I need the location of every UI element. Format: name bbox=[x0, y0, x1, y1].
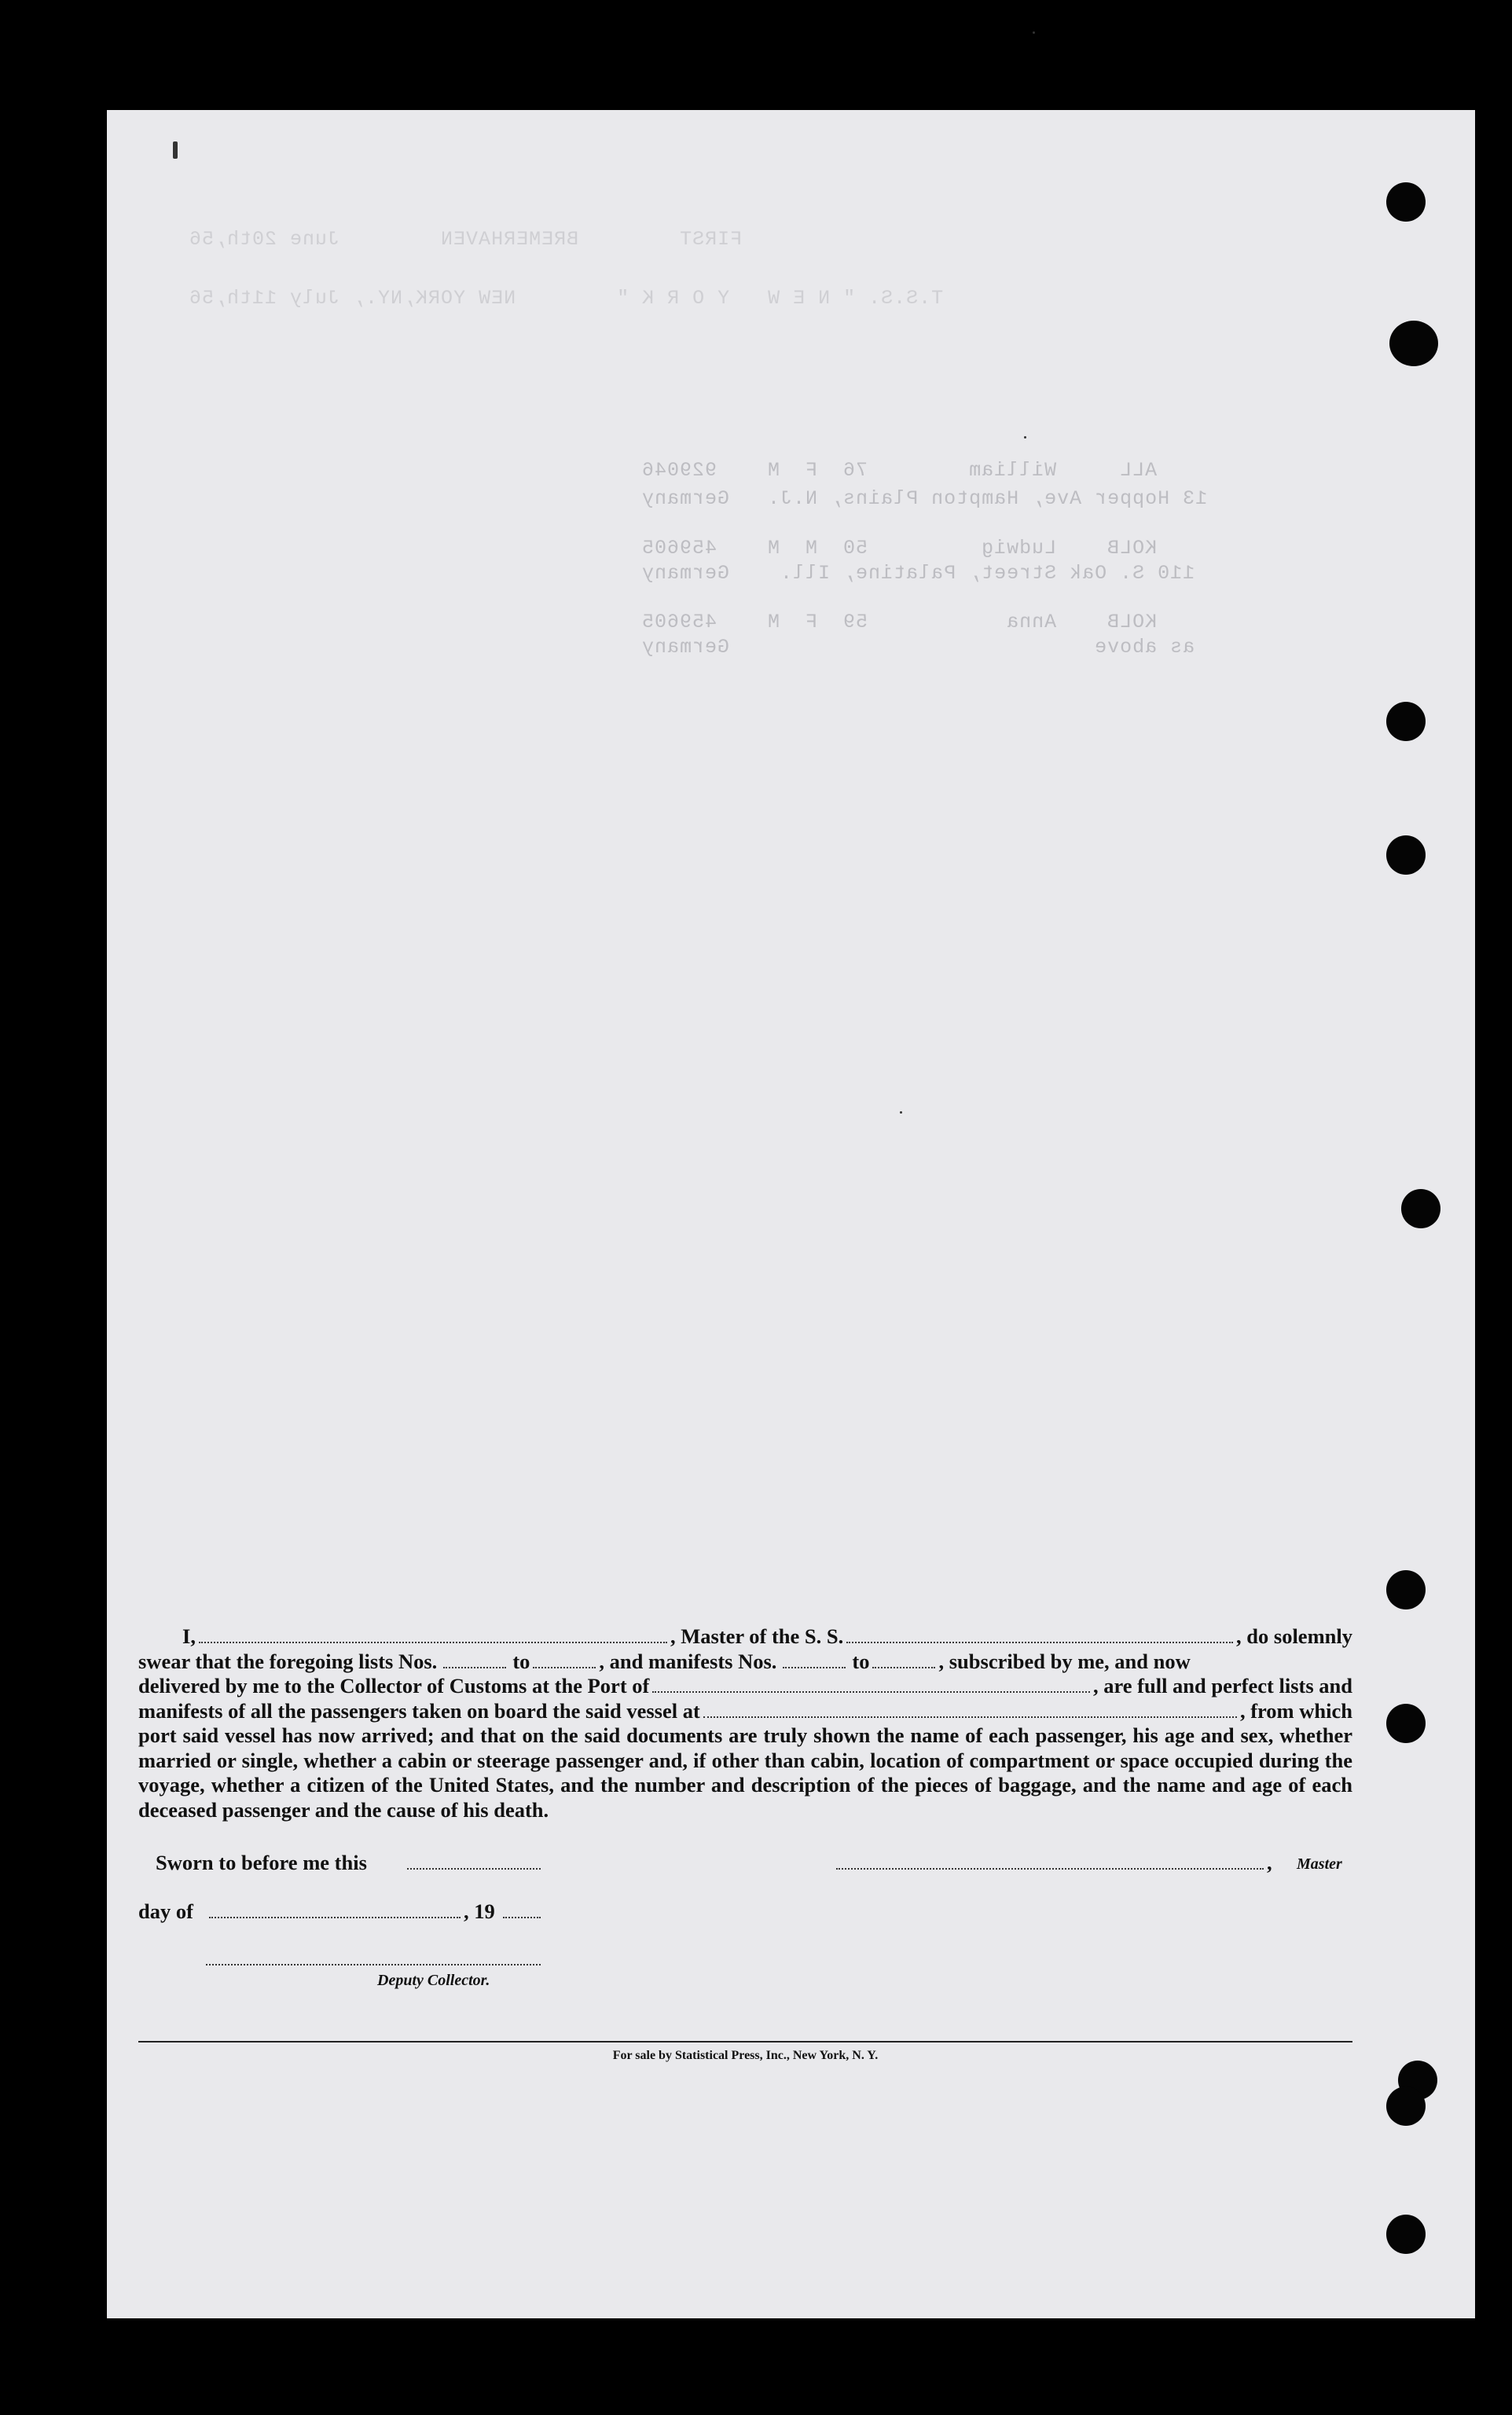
port-blank[interactable] bbox=[652, 1675, 1090, 1693]
oath-to-1: to bbox=[512, 1649, 530, 1673]
bleed-through-record-2b: 110 S. Oak Street, Palatine, Ill. Germany bbox=[641, 562, 1195, 585]
oath-solemnly: , do solemnly bbox=[1236, 1624, 1352, 1648]
binder-hole bbox=[1386, 1570, 1426, 1609]
deputy-collector-label: Deputy Collector. bbox=[377, 1972, 490, 1989]
binder-hole bbox=[1389, 321, 1438, 366]
bleed-through-voyage: FIRST BREMERHAVEN June 20th,56 bbox=[189, 228, 743, 251]
oath-vessel-at: manifests of all the passengers taken on board the said vessel at bbox=[138, 1698, 700, 1723]
deputy-signature-blank[interactable] bbox=[206, 1962, 541, 1965]
binder-hole bbox=[1386, 702, 1426, 741]
day-of-label: day of bbox=[138, 1899, 193, 1923]
binder-hole bbox=[1386, 835, 1426, 875]
year-label: , 19 bbox=[464, 1899, 495, 1923]
oath-from-which: , from which bbox=[1239, 1698, 1352, 1723]
oath-line-1 bbox=[138, 1624, 1352, 1650]
oath-master-of: , Master of the S. S. bbox=[670, 1624, 844, 1648]
ship-name-blank[interactable] bbox=[846, 1626, 1233, 1643]
list-to-blank[interactable] bbox=[533, 1651, 596, 1668]
bleed-through-record-3b: as above Germany bbox=[641, 636, 1195, 659]
bleed-through-record-3a: KOLB Anna 59 F M 459605 bbox=[641, 611, 1158, 633]
paper-speck bbox=[173, 141, 178, 159]
binder-hole bbox=[1401, 1189, 1440, 1228]
year-blank[interactable] bbox=[503, 1915, 541, 1918]
oath-to-2: to bbox=[852, 1649, 870, 1673]
manifest-page bbox=[107, 110, 1475, 2318]
sworn-label: Sworn to before me this bbox=[156, 1851, 367, 1874]
paper-speck bbox=[900, 1111, 902, 1114]
master-name-blank[interactable] bbox=[199, 1626, 667, 1643]
printer-credit: For sale by Statistical Press, Inc., New York, N. Y. bbox=[612, 2049, 879, 2062]
oath-i: I, bbox=[182, 1624, 196, 1648]
manifest-to-blank[interactable] bbox=[872, 1651, 935, 1668]
oath-line-3 bbox=[138, 1674, 1352, 1699]
manifest-from-blank[interactable] bbox=[783, 1651, 846, 1668]
oath-paragraph bbox=[138, 1624, 1352, 1822]
oath-port-of: delivered by me to the Collector of Customs at the Port of bbox=[138, 1674, 650, 1697]
oath-lists-nos: swear that the foregoing lists Nos. bbox=[138, 1649, 438, 1673]
day-of-blank[interactable] bbox=[209, 1915, 461, 1918]
oath-subscribed: , subscribed by me, and now bbox=[938, 1649, 1191, 1673]
oath-line-2 bbox=[138, 1650, 1352, 1675]
master-label: Master bbox=[1297, 1855, 1342, 1873]
bleed-through-ship: T.S.S. " N E W Y O R K " NEW YORK,NY., July 11th,56 bbox=[189, 287, 944, 310]
paper-speck bbox=[1033, 31, 1035, 34]
oath-manifests-nos: , and manifests Nos. bbox=[599, 1649, 777, 1673]
master-comma: , bbox=[1267, 1851, 1272, 1874]
list-from-blank[interactable] bbox=[443, 1651, 506, 1668]
oath-full-perfect: , are full and perfect lists and bbox=[1092, 1674, 1352, 1697]
oath-line-4 bbox=[138, 1699, 1352, 1724]
master-signature-blank[interactable] bbox=[836, 1866, 1264, 1870]
departure-port-blank[interactable] bbox=[703, 1701, 1237, 1718]
sworn-date-blank[interactable] bbox=[407, 1866, 541, 1870]
oath-body: port said vessel has now arrived; and that on the said documents are truly shown the name of each passenger, his age and sex, whether married or single, whether a cabin or steerage passenger and, if other than cabin, location of compartment or space occupied during the voyage, whether a citizen of the United States, and the number and description of the pieces of baggage, and the name and age of each deceased passenger and the cause of his death. bbox=[138, 1723, 1352, 1822]
footer-rule bbox=[138, 2041, 1352, 2042]
binder-hole bbox=[1386, 2215, 1426, 2254]
binder-hole bbox=[1386, 2087, 1426, 2126]
paper-speck bbox=[1024, 436, 1026, 439]
binder-hole bbox=[1386, 182, 1426, 222]
bleed-through-record-1a: ALL William 76 F M 929046 bbox=[641, 459, 1158, 482]
bleed-through-record-2a: KOLB Ludwig 50 M M 459605 bbox=[641, 537, 1158, 560]
binder-hole bbox=[1386, 1704, 1426, 1743]
bleed-through-record-1b: 13 Hopper Ave, Hampton Plains, N.J. Germany bbox=[641, 487, 1208, 510]
